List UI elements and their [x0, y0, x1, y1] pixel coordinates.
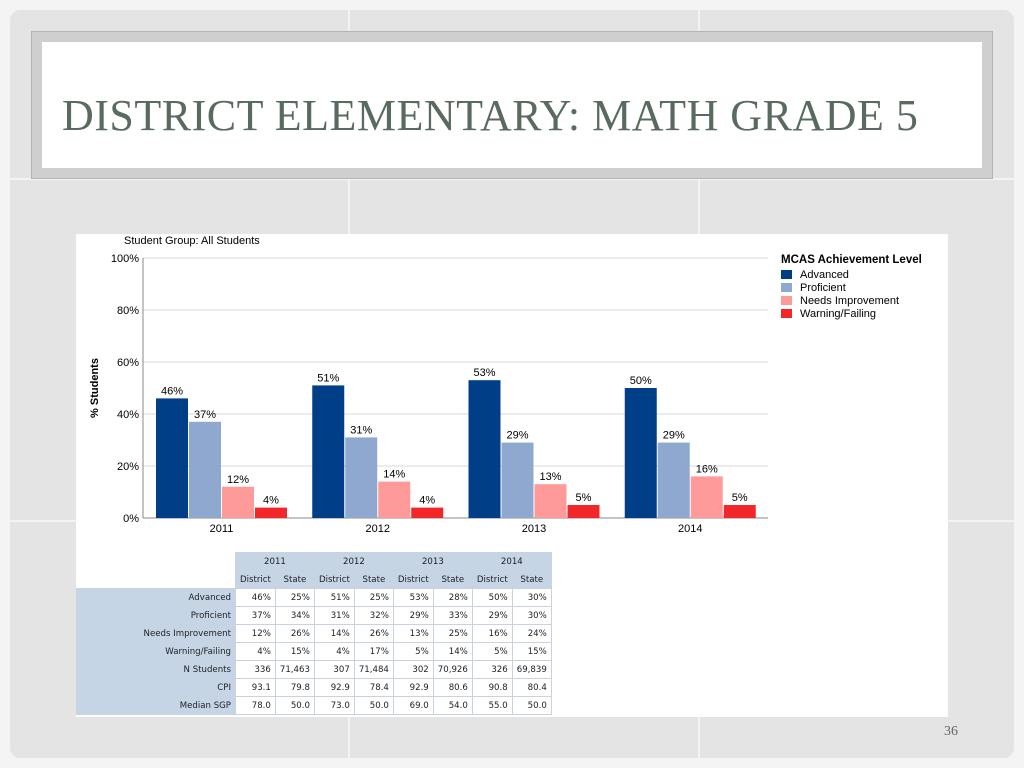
- bar-data-label: 51%: [317, 372, 340, 385]
- year-header: 2011: [236, 553, 315, 571]
- bar-data-label: 5%: [575, 492, 592, 504]
- chart-subtitle: Student Group: All Students: [124, 235, 260, 247]
- table-cell: 30%: [512, 607, 551, 625]
- y-tick-label: 80%: [116, 305, 139, 317]
- table-cell: 33%: [433, 607, 472, 625]
- legend-item-proficient: [781, 281, 922, 294]
- table-cell: 55.0: [472, 697, 512, 715]
- table-cell: 25%: [354, 589, 393, 607]
- table-cell: 17%: [354, 643, 393, 661]
- bar-data-label: 4%: [419, 494, 436, 507]
- table-cell: 71,484: [354, 661, 393, 679]
- table-cell: 50%: [472, 589, 512, 607]
- chart-legend: [781, 254, 922, 320]
- bar: [255, 508, 287, 518]
- bar: [625, 388, 657, 518]
- table-cell: 50.0: [512, 697, 551, 715]
- table-cell: 302: [393, 661, 433, 679]
- table-cell: 336: [236, 661, 276, 679]
- table-cell: 28%: [433, 589, 472, 607]
- year-header: 2013: [393, 553, 472, 571]
- table-cell: 53%: [393, 589, 433, 607]
- legend-item-advanced: [781, 268, 922, 281]
- bar-data-label: 14%: [383, 468, 406, 481]
- row-label: CPI: [77, 679, 236, 697]
- bar-data-label: 53%: [473, 367, 496, 380]
- legend-swatch: [781, 270, 792, 279]
- bar-data-label: 16%: [695, 463, 718, 476]
- row-label: Proficient: [77, 607, 236, 625]
- bar-data-label: 29%: [662, 429, 685, 442]
- y-tick-label: 60%: [116, 357, 139, 369]
- slide-title: DISTRICT ELEMENTARY: MATH GRADE 5: [62, 91, 919, 140]
- bar-data-label: 50%: [629, 375, 652, 387]
- bar: [156, 398, 188, 518]
- table-cell: 78.0: [236, 697, 276, 715]
- table-row: [77, 679, 552, 697]
- table-cell: 29%: [393, 607, 433, 625]
- x-tick-label: 2013: [521, 523, 547, 535]
- bar: [345, 437, 377, 518]
- bar-data-label: 12%: [226, 473, 250, 486]
- table-cell: 71,463: [275, 661, 314, 679]
- table-cell: 326: [472, 661, 512, 679]
- table-cell: 30%: [512, 589, 551, 607]
- page-number: 36: [944, 724, 958, 739]
- table-cell: 4%: [314, 643, 354, 661]
- legend-label: Needs Improvement: [800, 294, 900, 307]
- table-cell: 31%: [314, 607, 354, 625]
- table-row: [77, 589, 552, 607]
- table-cell: 69,839: [512, 661, 551, 679]
- table-row: [77, 661, 552, 679]
- row-label: Advanced: [77, 589, 236, 607]
- table-cell: 93.1: [236, 679, 276, 697]
- table-row: [77, 607, 552, 625]
- state-header: State: [275, 571, 314, 589]
- table-body: [77, 589, 552, 715]
- state-header: State: [354, 571, 393, 589]
- y-tick-label: 100%: [110, 253, 139, 265]
- table-cell: 26%: [354, 625, 393, 643]
- row-label: N Students: [77, 661, 236, 679]
- table-cell: 73.0: [314, 697, 354, 715]
- bar-data-label: 5%: [731, 492, 748, 504]
- table-cell: 92.9: [314, 679, 354, 697]
- table-cell: 12%: [236, 625, 276, 643]
- x-tick-label: 2012: [365, 523, 390, 535]
- table-row: [77, 625, 552, 643]
- table-cell: 37%: [236, 607, 276, 625]
- bar: [535, 484, 567, 518]
- table-cell: 80.6: [433, 679, 472, 697]
- legend-label: Proficient: [800, 281, 846, 294]
- bar-data-label: 29%: [506, 429, 529, 442]
- table-cell: 50.0: [354, 697, 393, 715]
- bar: [724, 505, 756, 518]
- table-cell: 79.8: [275, 679, 314, 697]
- legend-label: Advanced: [800, 268, 849, 281]
- row-label: Needs Improvement: [77, 625, 236, 643]
- y-tick-label: 0%: [123, 513, 139, 525]
- table-corner: [77, 553, 236, 589]
- x-tick-label: 2014: [678, 523, 703, 535]
- district-header: District: [314, 571, 354, 589]
- legend-swatch: [781, 283, 792, 292]
- table-cell: 5%: [393, 643, 433, 661]
- bar: [312, 385, 344, 518]
- table-cell: 29%: [472, 607, 512, 625]
- legend-item-needs-improvement: [781, 294, 922, 307]
- table-cell: 46%: [236, 589, 276, 607]
- year-header: 2012: [314, 553, 393, 571]
- title-box: [42, 42, 982, 168]
- district-header: District: [393, 571, 433, 589]
- table-cell: 25%: [275, 589, 314, 607]
- bar: [469, 380, 501, 518]
- legend-swatch: [781, 309, 792, 318]
- bar: [222, 487, 254, 518]
- table-cell: 32%: [354, 607, 393, 625]
- bar: [411, 508, 443, 518]
- table-cell: 80.4: [512, 679, 551, 697]
- legend-item-warning-failing: [781, 307, 922, 320]
- district-header: District: [236, 571, 276, 589]
- table-cell: 25%: [433, 625, 472, 643]
- table-cell: 15%: [275, 643, 314, 661]
- table-cell: 307: [314, 661, 354, 679]
- y-tick-label: 20%: [116, 461, 139, 473]
- table-cell: 78.4: [354, 679, 393, 697]
- chart-panel: [76, 234, 948, 717]
- y-axis-label: % Students: [89, 358, 101, 418]
- state-header: State: [433, 571, 472, 589]
- table-cell: 4%: [236, 643, 276, 661]
- table-cell: 14%: [433, 643, 472, 661]
- bar: [691, 476, 723, 518]
- table-cell: 69.0: [393, 697, 433, 715]
- bar: [658, 443, 690, 518]
- table-cell: 34%: [275, 607, 314, 625]
- x-tick-label: 2011: [209, 523, 234, 535]
- bar-data-label: 4%: [263, 494, 279, 507]
- state-header: State: [512, 571, 551, 589]
- bar-data-label: 37%: [193, 408, 217, 421]
- bar-data-label: 13%: [539, 471, 562, 484]
- bar: [502, 443, 534, 518]
- table-year-header-row: [77, 553, 552, 571]
- legend-swatch: [781, 296, 792, 305]
- district-header: District: [472, 571, 512, 589]
- table-cell: 51%: [314, 589, 354, 607]
- row-label: Warning/Failing: [77, 643, 236, 661]
- table-cell: 13%: [393, 625, 433, 643]
- bar-data-label: 46%: [160, 385, 184, 398]
- table-cell: 15%: [512, 643, 551, 661]
- table-cell: 54.0: [433, 697, 472, 715]
- year-header: 2014: [472, 553, 551, 571]
- title-frame: [31, 31, 993, 179]
- table-cell: 26%: [275, 625, 314, 643]
- row-label: Median SGP: [77, 697, 236, 715]
- bar: [568, 505, 600, 518]
- table-cell: 92.9: [393, 679, 433, 697]
- legend-label: Warning/Failing: [800, 307, 877, 320]
- table-row: [77, 643, 552, 661]
- table-cell: 16%: [472, 625, 512, 643]
- table-cell: 14%: [314, 625, 354, 643]
- table-cell: 24%: [512, 625, 551, 643]
- bar: [378, 482, 410, 518]
- table-cell: 70,926: [433, 661, 472, 679]
- bar: [189, 422, 221, 518]
- y-tick-label: 40%: [116, 409, 139, 421]
- table-cell: 5%: [472, 643, 512, 661]
- table-cell: 50.0: [275, 697, 314, 715]
- table-row: [77, 697, 552, 715]
- data-table: [76, 552, 552, 715]
- table-cell: 90.8: [472, 679, 512, 697]
- bar-data-label: 31%: [350, 424, 373, 437]
- legend-title: MCAS Achievement Level: [781, 254, 922, 266]
